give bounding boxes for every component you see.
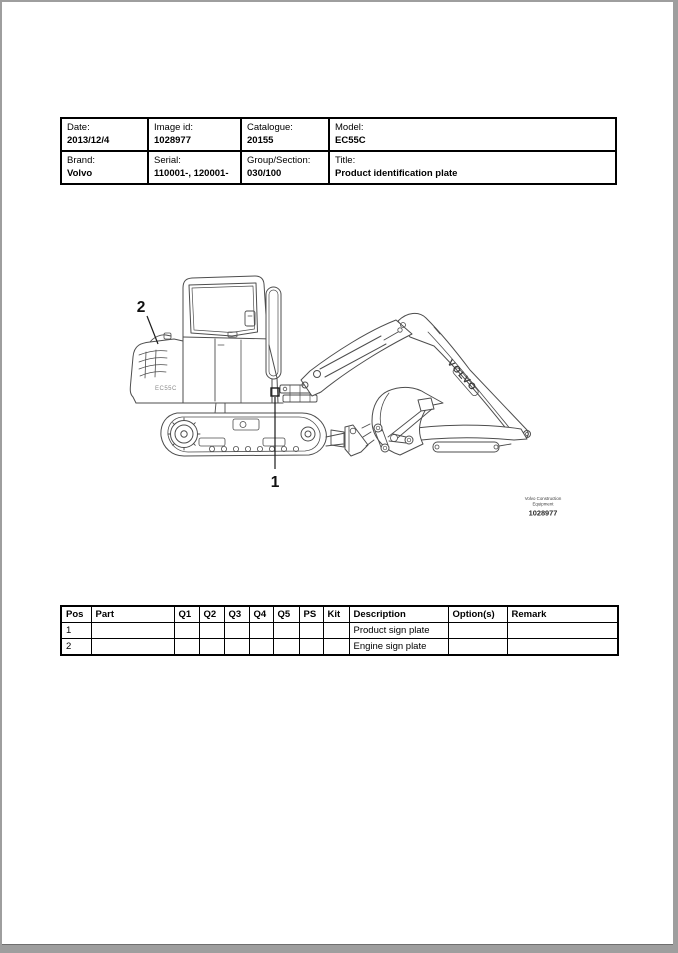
col-header-ps: PS	[299, 606, 323, 623]
info-cell-title	[329, 151, 616, 184]
col-header-q1: Q1	[174, 606, 199, 623]
cell-kit	[323, 623, 349, 639]
table-row	[61, 639, 618, 656]
cell-remark	[507, 623, 618, 639]
image-id-label: Image id:	[154, 122, 194, 133]
info-row-2	[61, 151, 616, 184]
info-cell-date	[61, 118, 148, 151]
date-value: 2013/12/4	[67, 135, 110, 146]
col-header-q5: Q5	[273, 606, 299, 623]
credit-line-1: Volvo Construction	[524, 496, 562, 501]
cell-kit	[323, 639, 349, 656]
cell-ps	[299, 639, 323, 656]
cell-part	[91, 639, 174, 656]
cell-q4	[249, 623, 273, 639]
col-header-options: Option(s)	[448, 606, 507, 623]
serial-label: Serial:	[154, 155, 181, 166]
cell-q3	[224, 623, 249, 639]
cell-q2	[199, 639, 224, 656]
model-value: EC55C	[335, 135, 366, 146]
cell-q1	[174, 623, 199, 639]
cell-options	[448, 623, 507, 639]
catalogue-label: Catalogue:	[247, 122, 293, 133]
date-label: Date:	[67, 122, 90, 133]
credit-line-2: Equipment	[532, 501, 554, 507]
parts-list-table	[60, 605, 619, 656]
col-header-kit: Kit	[323, 606, 349, 623]
col-header-description: Description	[349, 606, 448, 623]
group-section-label: Group/Section:	[247, 155, 311, 166]
undercarriage	[161, 403, 326, 456]
cell-pos: 1	[61, 623, 91, 639]
info-cell-image-id	[148, 118, 241, 151]
excavator-drawing	[130, 276, 530, 456]
col-header-part: Part	[91, 606, 174, 623]
page-title: Product identification plate	[335, 168, 458, 179]
figure-image-number: 1028977	[528, 508, 558, 518]
image-id-value: 1028977	[154, 135, 191, 146]
info-cell-serial	[148, 151, 241, 184]
cell-q2	[199, 623, 224, 639]
cell-pos: 2	[61, 639, 91, 656]
col-header-pos: Pos	[61, 606, 91, 623]
cell-q3	[224, 639, 249, 656]
cell-q5	[273, 639, 299, 656]
cell-description: Engine sign plate	[349, 639, 448, 656]
info-cell-brand	[61, 151, 148, 184]
hood-model-decal: EC55C	[155, 386, 177, 392]
cell-ps	[299, 623, 323, 639]
cell-part	[91, 623, 174, 639]
model-label: Model:	[335, 122, 364, 133]
info-cell-model	[329, 118, 616, 151]
brand-label: Brand:	[67, 155, 95, 166]
catalogue-value: 20155	[247, 135, 274, 146]
col-header-q2: Q2	[199, 606, 224, 623]
cell-options	[448, 639, 507, 656]
engine-hood	[130, 333, 183, 403]
col-header-q3: Q3	[224, 606, 249, 623]
cell-q1	[174, 639, 199, 656]
col-header-remark: Remark	[507, 606, 618, 623]
parts-header-row	[61, 606, 618, 623]
title-label: Title:	[335, 155, 356, 166]
cell-description: Product sign plate	[349, 623, 448, 639]
info-cell-catalogue	[241, 118, 329, 151]
group-section-value: 030/100	[247, 168, 282, 179]
col-header-q4: Q4	[249, 606, 273, 623]
cell-q4	[249, 639, 273, 656]
callout-2-label: 2	[136, 299, 146, 316]
document-info-table	[60, 117, 617, 185]
info-cell-group-section	[241, 151, 329, 184]
serial-value: 110001-, 120001-	[154, 168, 229, 179]
boom-volvo-logo: VOLVO	[444, 357, 479, 394]
info-row-1	[61, 118, 616, 151]
cell-remark	[507, 639, 618, 656]
table-row	[61, 623, 618, 639]
brand-value: Volvo	[67, 168, 93, 179]
dozer-blade	[326, 425, 368, 456]
figure-credit	[525, 496, 562, 518]
cell-q5	[273, 623, 299, 639]
callout-1-label: 1	[270, 474, 280, 491]
